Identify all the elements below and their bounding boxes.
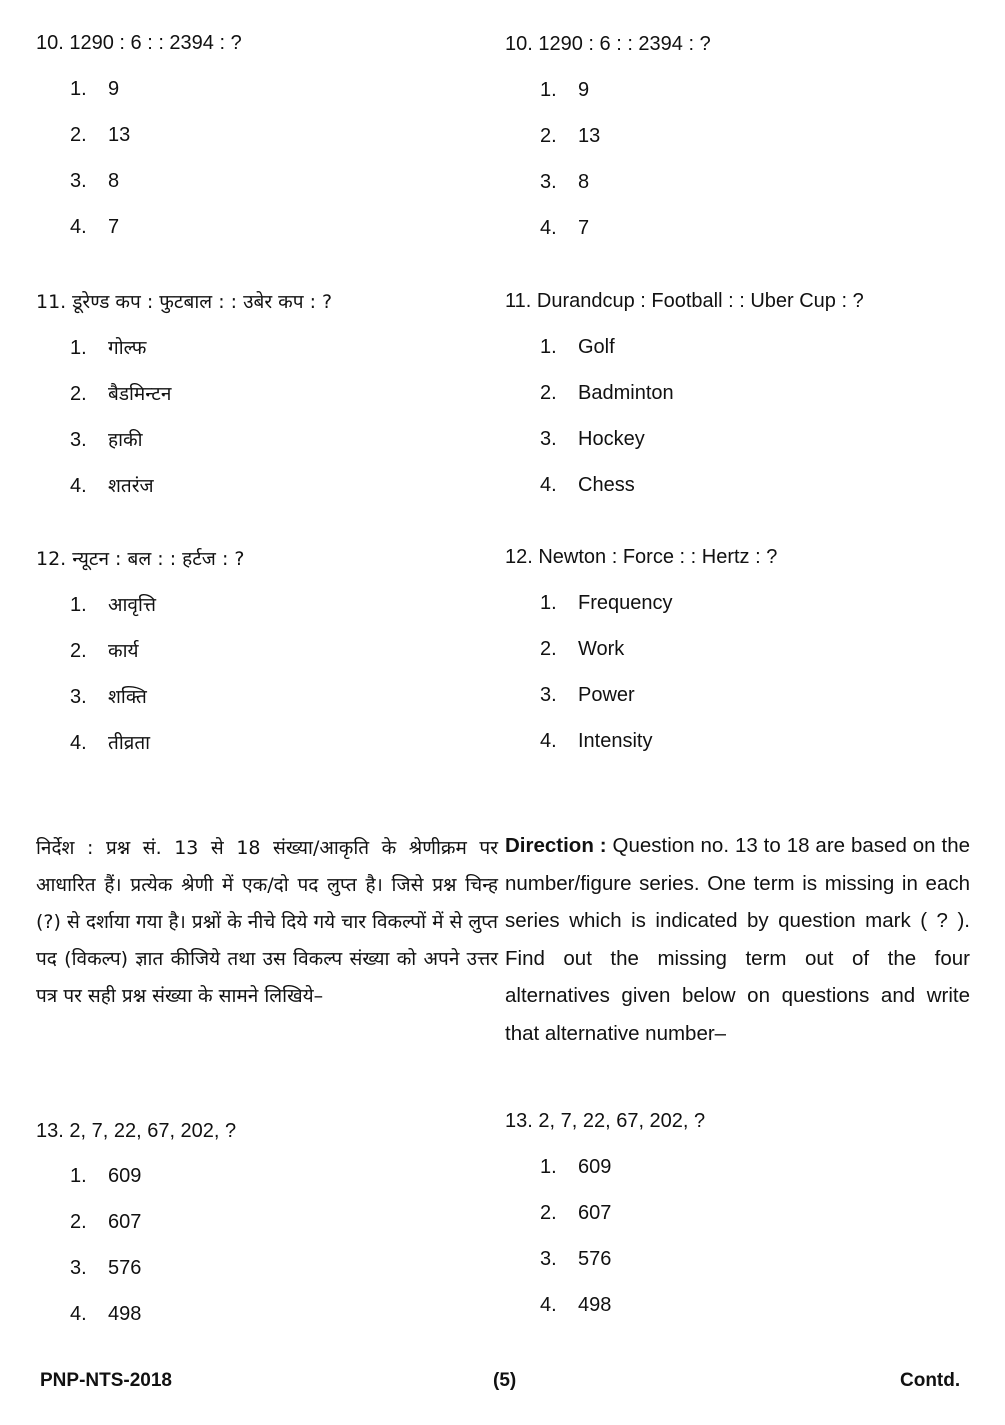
question-10-hi: 10. 1290 : 6 : : 2394 : ? bbox=[36, 32, 242, 54]
option bbox=[540, 684, 635, 707]
option-text: 607 bbox=[108, 1211, 142, 1233]
option bbox=[540, 1248, 611, 1271]
option-number: 4. bbox=[540, 217, 557, 239]
option-number: 4. bbox=[70, 1303, 87, 1325]
option bbox=[70, 426, 143, 452]
option-text: Power bbox=[578, 684, 635, 706]
option-number: 1. bbox=[540, 79, 557, 101]
option bbox=[540, 638, 624, 661]
question-11-en: 11. Durandcup : Football : : Uber Cup : ? bbox=[505, 290, 864, 312]
option-number: 3. bbox=[540, 684, 557, 706]
direction-hi: निर्देश : प्रश्न सं. 13 से 18 संख्या/आकृति के श्रेणीक्रम पर आधारित हैं। प्रत्येक श्रेणी में एक/दो पद लुप्त है। जिसे प्रश्न चिन्ह (?) से दर्शाया गया है। प्रश्नों के नीचे दिये गये चार विकल्पों में से लुप्त पद (विकल्प) ज्ञात कीजिये तथा उस विकल्प संख्या को अपने उत्तर पत्र पर सही प्रश्न संख्या के सामने लिखिये– bbox=[36, 837, 498, 1007]
option-text: 13 bbox=[578, 125, 601, 147]
option-text: Golf bbox=[578, 336, 615, 358]
option-text: 9 bbox=[578, 79, 590, 101]
option-number: 3. bbox=[540, 1248, 557, 1270]
option-number: 1. bbox=[70, 78, 87, 100]
option-number: 4. bbox=[70, 216, 87, 238]
option bbox=[540, 171, 589, 194]
option-number: 2. bbox=[540, 1202, 557, 1224]
question-11-hi: 11. डूरेण्ड कप : फुटबाल : : उबेर कप : ? bbox=[36, 291, 333, 313]
option-number: 1. bbox=[540, 336, 557, 358]
option bbox=[70, 1165, 141, 1188]
option-number: 1. bbox=[540, 1156, 557, 1178]
option bbox=[70, 472, 154, 498]
option bbox=[540, 474, 635, 497]
option bbox=[70, 1257, 141, 1280]
option bbox=[540, 382, 674, 405]
question-12-hi: 12. न्यूटन : बल : : हर्टज : ? bbox=[36, 548, 245, 570]
option-text: 607 bbox=[578, 1202, 612, 1224]
question-10-en: 10. 1290 : 6 : : 2394 : ? bbox=[505, 33, 711, 55]
option-number: 1. bbox=[70, 594, 87, 616]
option-number: 3. bbox=[70, 686, 87, 708]
option bbox=[540, 1156, 611, 1179]
option-number: 3. bbox=[70, 1257, 87, 1279]
option bbox=[540, 730, 652, 753]
page-number: (5) bbox=[493, 1370, 517, 1391]
option-text: 13 bbox=[108, 124, 131, 146]
option bbox=[70, 216, 119, 239]
option bbox=[70, 124, 130, 147]
option bbox=[70, 380, 171, 406]
option-text: आवृत्ति bbox=[108, 594, 157, 616]
option-text: 498 bbox=[108, 1303, 142, 1325]
option-text: शक्ति bbox=[108, 686, 147, 708]
option-number: 2. bbox=[70, 1211, 87, 1233]
option-text: 609 bbox=[578, 1156, 612, 1178]
option-number: 1. bbox=[70, 337, 87, 359]
option-number: 2. bbox=[540, 125, 557, 147]
option-text: हाकी bbox=[108, 429, 143, 451]
option-text: 7 bbox=[108, 216, 120, 238]
option-number: 1. bbox=[540, 592, 557, 614]
direction-text: Question no. 13 to 18 are based on the number/figure series. One term is missing in each series which is indicated by question mark ( ? ). Find out the missing term out of the four alternatives given below on questions and write that alternative number– bbox=[505, 834, 970, 1045]
option-text: 576 bbox=[108, 1257, 142, 1279]
option-text: Frequency bbox=[578, 592, 673, 614]
option bbox=[540, 1294, 611, 1317]
option-number: 4. bbox=[540, 730, 557, 752]
option bbox=[540, 592, 673, 615]
option-number: 2. bbox=[540, 638, 557, 660]
option bbox=[70, 637, 139, 663]
option-text: गोल्फ bbox=[108, 337, 147, 359]
option-text: Work bbox=[578, 638, 625, 660]
option-number: 2. bbox=[70, 383, 87, 405]
option bbox=[540, 125, 600, 148]
footer-contd: Contd. bbox=[900, 1370, 961, 1391]
option-number: 4. bbox=[70, 732, 87, 754]
question-13-en: 13. 2, 7, 22, 67, 202, ? bbox=[505, 1110, 706, 1132]
option-text: Intensity bbox=[578, 730, 653, 752]
option bbox=[70, 1303, 141, 1326]
option-text: 7 bbox=[578, 217, 590, 239]
direction-label: Direction : bbox=[505, 834, 607, 857]
option-number: 3. bbox=[70, 170, 87, 192]
option bbox=[70, 683, 147, 709]
option bbox=[70, 78, 119, 101]
option bbox=[540, 336, 615, 359]
option bbox=[540, 1202, 611, 1225]
option-number: 3. bbox=[70, 429, 87, 451]
option bbox=[70, 1211, 141, 1234]
option-number: 2. bbox=[540, 382, 557, 404]
option-number: 2. bbox=[70, 124, 87, 146]
option-text: 576 bbox=[578, 1248, 612, 1270]
question-13-hi: 13. 2, 7, 22, 67, 202, ? bbox=[36, 1120, 237, 1142]
option-text: 609 bbox=[108, 1165, 142, 1187]
footer-code: PNP-NTS-2018 bbox=[40, 1370, 172, 1391]
option bbox=[540, 217, 589, 240]
option bbox=[70, 729, 150, 755]
option-text: 8 bbox=[108, 170, 120, 192]
direction-en bbox=[505, 827, 970, 1052]
option bbox=[70, 591, 156, 617]
option-number: 2. bbox=[70, 640, 87, 662]
option-number: 4. bbox=[540, 474, 557, 496]
option-text: कार्य bbox=[108, 640, 139, 662]
option bbox=[540, 428, 645, 451]
option-text: बैडमिन्टन bbox=[108, 383, 172, 405]
option-number: 4. bbox=[540, 1294, 557, 1316]
option-text: तीव्रता bbox=[108, 732, 151, 754]
option-text: 8 bbox=[578, 171, 590, 193]
question-12-en: 12. Newton : Force : : Hertz : ? bbox=[505, 546, 778, 568]
option-text: 9 bbox=[108, 78, 120, 100]
option-number: 1. bbox=[70, 1165, 87, 1187]
option-text: Hockey bbox=[578, 428, 645, 450]
option-number: 3. bbox=[540, 171, 557, 193]
option-text: Chess bbox=[578, 474, 635, 496]
option-number: 3. bbox=[540, 428, 557, 450]
option-text: Badminton bbox=[578, 382, 674, 404]
option-text: शतरंज bbox=[108, 475, 154, 497]
option-number: 4. bbox=[70, 475, 87, 497]
option-text: 498 bbox=[578, 1294, 612, 1316]
option bbox=[70, 170, 119, 193]
option bbox=[540, 79, 589, 102]
option bbox=[70, 334, 146, 360]
